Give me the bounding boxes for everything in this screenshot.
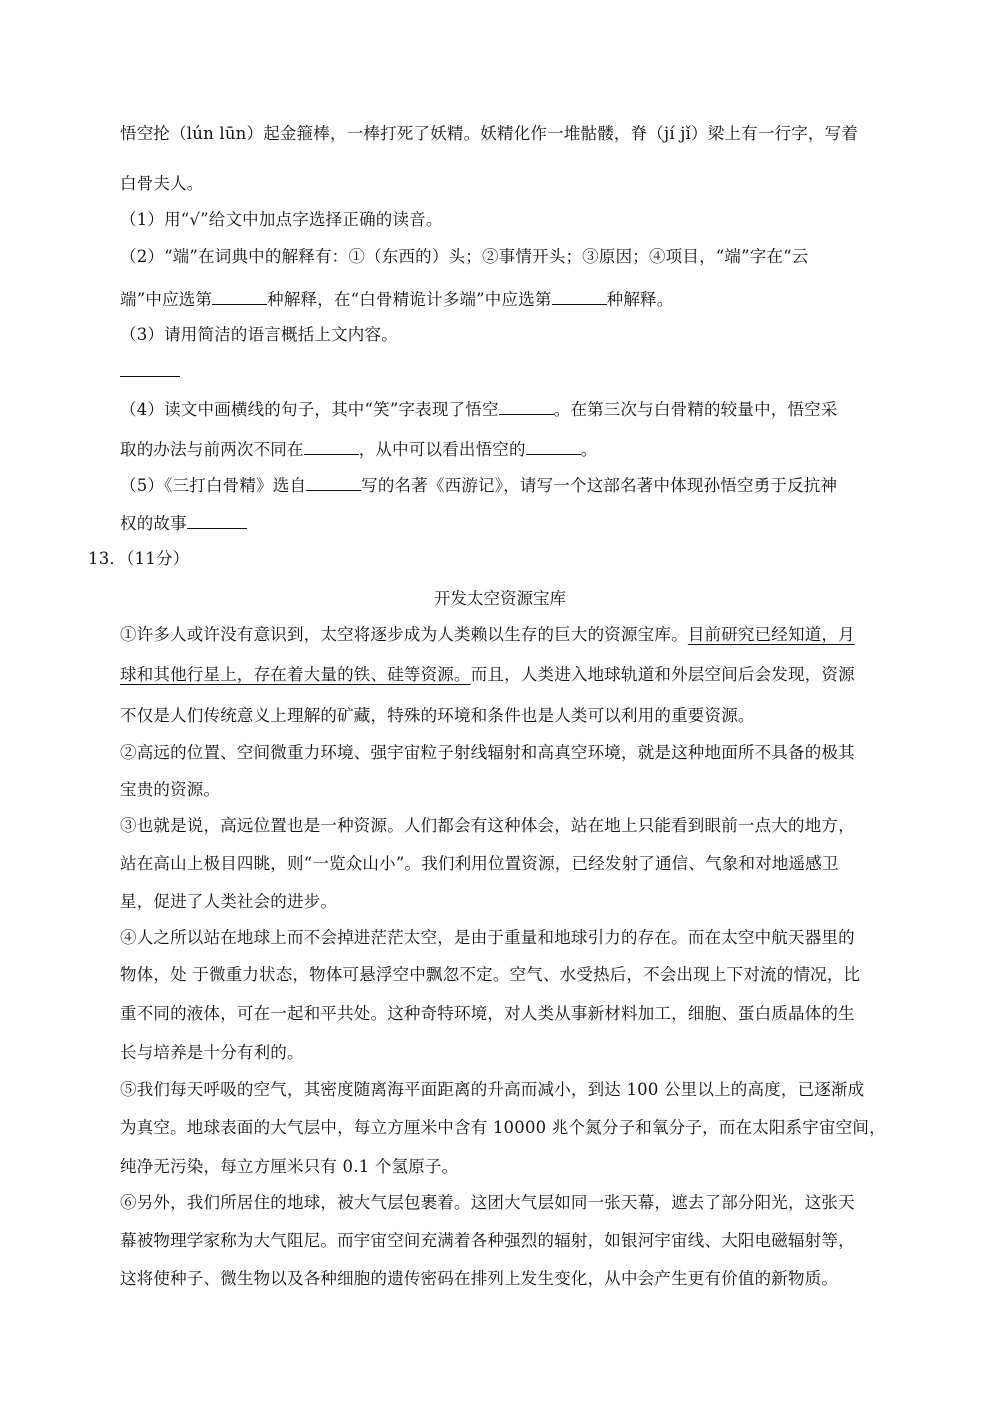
question-1: （1）用“√”给文中加点字选择正确的读音。: [120, 210, 443, 229]
paragraph-3-line-2: 站在高山上极目四眺，则“一览众山小”。我们利用位置资源，已经发射了通信、气象和对地遥感卫: [120, 854, 839, 873]
paragraph-4-line-2: 物体，处 于微重力状态，物体可悬浮空中飘忽不定。空气、水受热后，不会出现上下对流的情况，比: [120, 965, 861, 984]
question-2-text-b: 种解释，在“白骨精诡计多端”中应选第: [267, 290, 552, 309]
paragraph-2-line-2: 宝贵的资源。: [120, 780, 221, 799]
paragraph-1-line-3: 不仅是人们传统意义上理解的矿藏，特殊的环境和条件也是人类可以利用的重要资源。: [120, 706, 755, 725]
question-4-text-c: 取的办法与前两次不同在: [120, 440, 304, 459]
question-2-line-2: [120, 287, 673, 312]
question-2-text-c: 种解释。: [606, 290, 674, 309]
paragraph-2-line-1: ②高远的位置、空间微重力环境、强宇宙粒子射线辐射和高真空环境，就是这种地面所不具备的极其: [120, 743, 855, 762]
question-3: （3）请用简洁的语言概括上文内容。: [120, 325, 398, 344]
answer-blank[interactable]: [499, 397, 554, 415]
paragraph-5-line-1: ⑤我们每天呼吸的空气，其密度随离海平面距离的升高而减小，到达 100 公里以上的高度，已逐渐成: [120, 1080, 865, 1099]
paragraph-4-line-1: ④人之所以站在地球上而不会掉进茫茫太空，是由于重量和地球引力的存在。而在太空中航天器里的: [120, 928, 855, 947]
paragraph-4-line-3: 重不同的液体，可在一起和平共处。这种奇特环境，对人类从事新材料加工，细胞、蛋白质晶体的生: [120, 1004, 855, 1023]
paragraph-4-line-4: 长与培养是十分有利的。: [120, 1043, 304, 1062]
paragraph-5-line-3: 纯净无污染，每立方厘米只有 0.1 个氢原子。: [120, 1157, 459, 1176]
question-5-text-a: （5）《三打白骨精》选自: [120, 476, 307, 495]
question-4-line-1: [120, 397, 838, 422]
question-4-text-e: 。: [580, 440, 598, 459]
answer-blank[interactable]: [304, 437, 359, 455]
question-4-text-d: ，从中可以看出悟空的: [358, 440, 526, 459]
answer-blank[interactable]: [552, 287, 607, 305]
passage-line-1: 悟空抡（lún lūn）起金箍棒，一棒打死了妖精。妖精化作一堆骷髅，脊（jí jǐ）梁上有一行字，写着: [120, 124, 859, 143]
question-13-header: 13．（11分）: [88, 549, 190, 568]
paragraph-3-line-3: 星，促进了人类社会的进步。: [120, 892, 338, 911]
paragraph-6-line-2: 幕被物理学家称为大气阻尼。而宇宙空间充满着各种强烈的辐射，如银河宇宙线、大阳电磁辐射等，: [120, 1231, 855, 1250]
underlined-sentence: 目前研究已经知道，月: [687, 625, 855, 644]
paragraph-1-text: 而且，人类进入地球轨道和外层空间后会发现，资源: [470, 665, 855, 684]
paragraph-6-line-1: ⑥另外，我们所居住的地球，被大气层包裹着。这团大气层如同一张天幕，遮去了部分阳光，这张天: [120, 1193, 855, 1212]
answer-blank[interactable]: [187, 511, 247, 529]
paragraph-5-line-2: 为真空。地球表面的大气层中，每立方厘米中含有 10000 兆个氮分子和氧分子，而在太阳系宇宙空间，: [120, 1118, 886, 1137]
article-title: 开发太空资源宝库: [434, 589, 566, 608]
question-4-text-a: （4）读文中画横线的句子，其中“笑”字表现了悟空: [120, 400, 499, 419]
question-2-line-1: （2）“端”在词典中的解释有：①（东西的）头；②事情开头；③原因；④项目，“端”字在“云: [120, 247, 809, 266]
paragraph-1-line-1: [120, 623, 855, 647]
paragraph-1-text: ①许多人或许没有意识到，太空将逐步成为人类赖以生存的巨大的资源宝库。: [120, 625, 688, 644]
question-4-line-2: [120, 437, 597, 462]
question-5-line-1: [120, 473, 837, 498]
answer-blank[interactable]: [526, 437, 581, 455]
paragraph-3-line-1: ③也就是说，高远位置也是一种资源。人们都会有这种体会，站在地上只能看到眼前一点大的地方，: [120, 816, 855, 835]
answer-blank[interactable]: [120, 376, 180, 377]
question-5-line-2: [120, 511, 247, 536]
answer-blank[interactable]: [306, 473, 361, 491]
answer-blank[interactable]: [212, 287, 267, 305]
question-2-text-a: 端”中应选第: [120, 290, 213, 309]
question-4-text-b: 。在第三次与白骨精的较量中，悟空采: [553, 400, 838, 419]
passage-line-2: 白骨夫人。: [120, 174, 204, 193]
underlined-sentence: 球和其他行星上，存在着大量的铁、硅等资源。: [120, 665, 471, 684]
question-5-text-b: 写的名著《西游记》，请写一个这部名著中体现孙悟空勇于反抗神: [361, 476, 838, 495]
question-5-text-c: 权的故事: [120, 514, 187, 533]
paragraph-6-line-3: 这将使种子、微生物以及各种细胞的遗传密码在排列上发生变化，从中会产生更有价值的新物质。: [120, 1269, 839, 1288]
paragraph-1-line-2: [120, 663, 855, 687]
